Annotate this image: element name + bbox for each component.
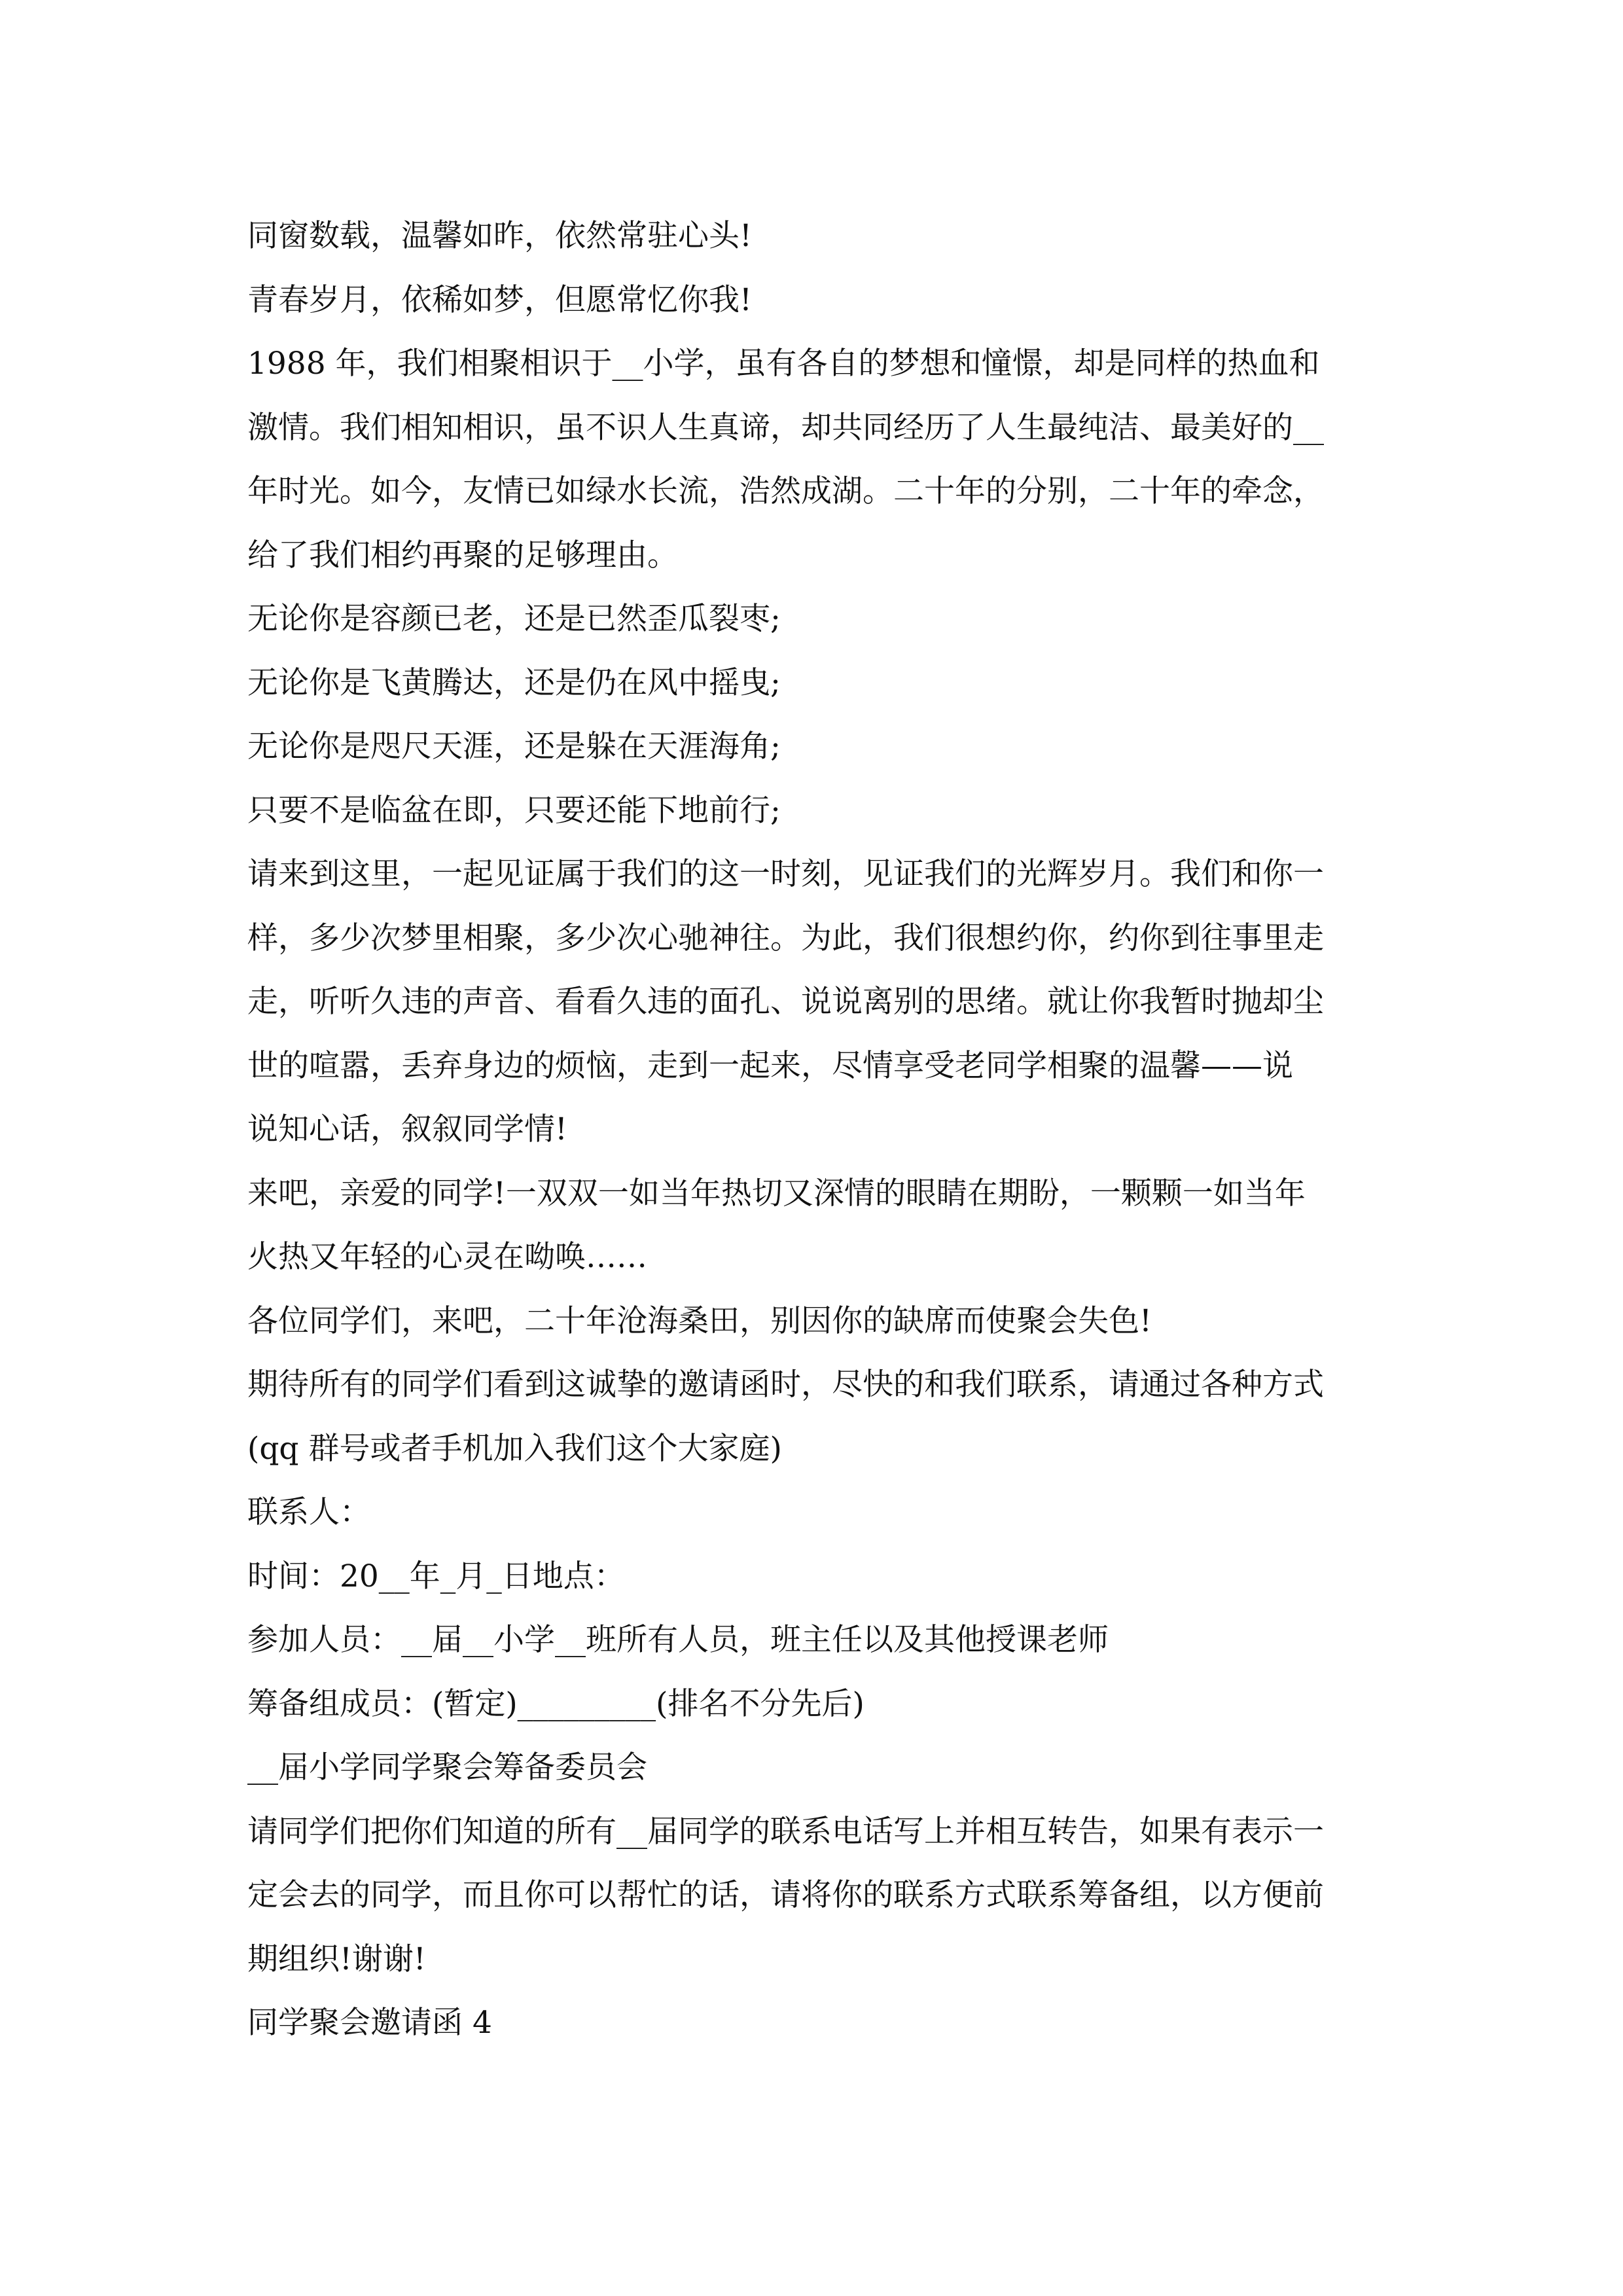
text-line: 定会去的同学，而且你可以帮忙的话，请将你的联系方式联系筹备组，以方便前 bbox=[247, 1877, 1324, 1913]
text-line: 世的喧嚣，丢弃身边的烦恼，走到一起来，尽情享受老同学相聚的温馨——说 bbox=[247, 1047, 1293, 1084]
text-line: 年时光。如今，友情已如绿水长流，浩然成湖。二十年的分别，二十年的牵念， bbox=[247, 473, 1324, 509]
text-line: 1988 年，我们相聚相识于__小学，虽有各自的梦想和憧憬，却是同样的热血和 bbox=[247, 346, 1320, 382]
text-line: 期组织!谢谢! bbox=[247, 1941, 426, 1977]
document-body bbox=[247, 204, 1399, 2055]
text-line: 期待所有的同学们看到这诚挚的邀请函时，尽快的和我们联系，请通过各种方式 bbox=[247, 1367, 1324, 1403]
text-line: 火热又年轻的心灵在呦唤…… bbox=[247, 1239, 647, 1275]
text-line: 筹备组成员：(暂定)_________(排名不分先后) bbox=[247, 1685, 865, 1722]
text-line: 只要不是临盆在即，只要还能下地前行; bbox=[247, 792, 781, 829]
text-line: 参加人员：__届__小学__班所有人员，班主任以及其他授课老师 bbox=[247, 1622, 1109, 1658]
text-line: __届小学同学聚会筹备委员会 bbox=[247, 1749, 647, 1785]
text-line: 激情。我们相知相识，虽不识人生真谛，却共同经历了人生最纯洁、最美好的__ bbox=[247, 409, 1324, 446]
section-heading: 同学聚会邀请函 4 bbox=[247, 2005, 492, 2041]
text-line: 说知心话，叙叙同学情! bbox=[247, 1111, 567, 1147]
text-line: 请来到这里，一起见证属于我们的这一时刻，见证我们的光辉岁月。我们和你一 bbox=[247, 856, 1324, 892]
text-line: 时间：20__年_月_日地点： bbox=[247, 1558, 625, 1594]
text-line: 来吧，亲爱的同学!一双双一如当年热切又深情的眼睛在期盼，一颗颗一如当年 bbox=[247, 1175, 1306, 1211]
text-line: 样，多少次梦里相聚，多少次心驰神往。为此，我们很想约你，约你到往事里走 bbox=[247, 920, 1324, 956]
text-line: 给了我们相约再聚的足够理由。 bbox=[247, 537, 678, 573]
text-line: 无论你是容颜已老，还是已然歪瓜裂枣; bbox=[247, 601, 781, 637]
text-line: 同窗数载，温馨如昨，依然常驻心头! bbox=[247, 218, 752, 254]
text-line: 无论你是咫尺天涯，还是躲在天涯海角; bbox=[247, 728, 781, 764]
text-line: 各位同学们，来吧，二十年沧海桑田，别因你的缺席而使聚会失色! bbox=[247, 1302, 1152, 1339]
text-line: 联系人： bbox=[247, 1494, 370, 1530]
text-line: 青春岁月，依稀如梦，但愿常忆你我! bbox=[247, 281, 752, 318]
text-line: 无论你是飞黄腾达，还是仍在风中摇曳; bbox=[247, 664, 781, 701]
text-line: 走，听听久违的声音、看看久违的面孔、说说离别的思绪。就让你我暂时抛却尘 bbox=[247, 984, 1324, 1020]
text-line: 请同学们把你们知道的所有__届同学的联系电话写上并相互转告，如果有表示一 bbox=[247, 1813, 1324, 1850]
text-line: (qq 群号或者手机加入我们这个大家庭) bbox=[247, 1430, 782, 1467]
